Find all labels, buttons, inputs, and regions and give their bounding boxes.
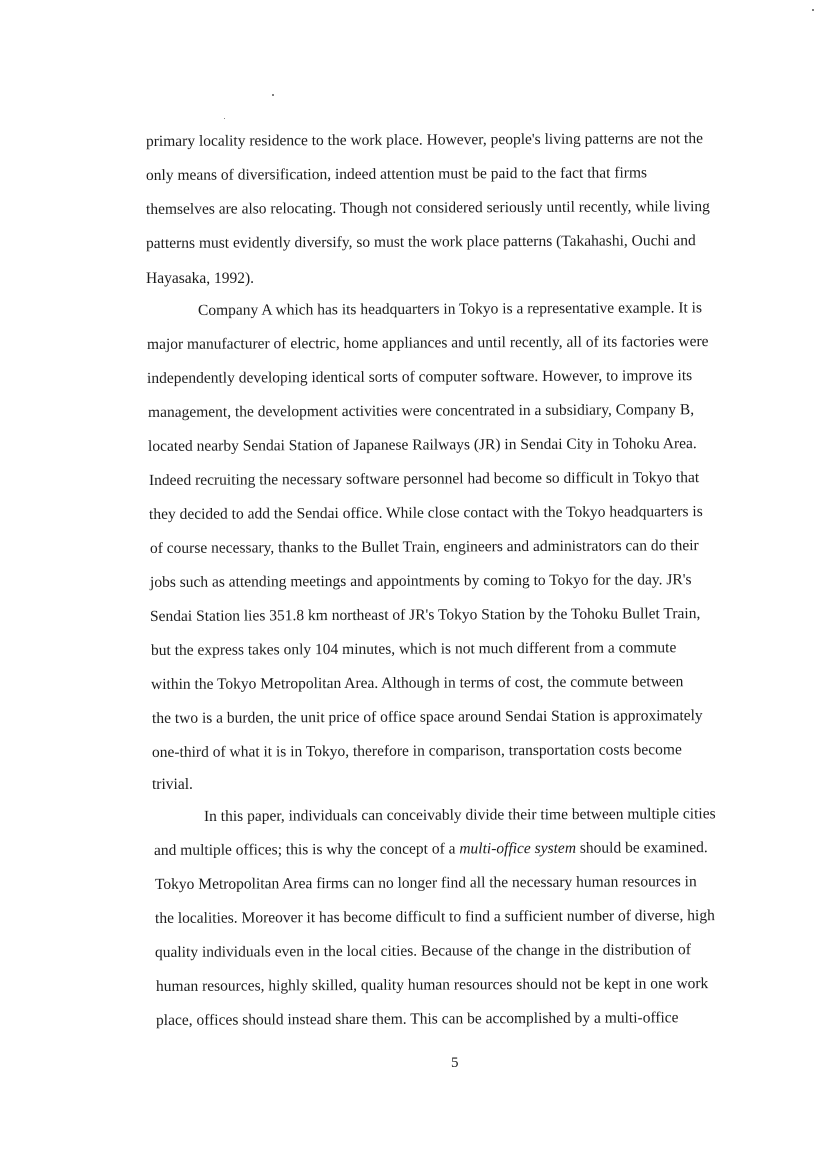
body-line: one-third of what it is in Tokyo, therefore in comparison, transportation costs become (151, 741, 682, 761)
body-line: place, offices should instead share them. This can be accomplished by a multi-office (155, 1009, 679, 1029)
body-line: independently developing identical sorts of computer software. However, to improve its (146, 367, 693, 387)
body-line: Hayasaka, 1992). (146, 270, 255, 287)
body-line: human resources, highly skilled, quality human resources should not be kept in one work (155, 975, 709, 995)
body-line: primary locality residence to the work place. However, people's living patterns are not the (145, 130, 704, 150)
body-line: of course necessary, thanks to the Bullet Train, engineers and administrators can do their (149, 537, 699, 557)
body-line: within the Tokyo Metropolitan Area. Although in terms of cost, the commute between (150, 673, 684, 693)
body-line: In this paper, individuals can conceivably divide their time between multiple cities (203, 805, 716, 825)
page-number: 5 (451, 1055, 459, 1071)
body-line: the two is a burden, the unit price of office space around Sendai Station is approximately (151, 707, 703, 727)
emphasized-term: multi-office system (459, 839, 577, 858)
scan-speck (812, 9, 814, 11)
body-line: major manufacturer of electric, home appliances and until recently, all of its factories were (146, 333, 709, 353)
line-segment: should be examined. (575, 839, 708, 857)
body-line: only means of diversification, indeed attention must be paid to the fact that firms (145, 164, 648, 184)
body-line: Indeed recruiting the necessary software personnel had become so difficult in Tokyo that (148, 469, 700, 489)
body-line: located nearby Sendai Station of Japanese Railways (JR) in Sendai City in Tohoku Area. (147, 435, 697, 455)
line-segment: and multiple offices; this is why the concept of a (153, 840, 460, 859)
body-line: patterns must evidently diversify, so must the work place patterns (Takahashi, Ouchi and (145, 232, 696, 252)
body-line (154, 839, 708, 860)
body-line: Company A which has its headquarters in Tokyo is a representative example. It is (197, 299, 703, 319)
scan-speck (224, 118, 225, 119)
body-line: Tokyo Metropolitan Area firms can no longer find all the necessary human resources in (154, 873, 697, 893)
body-line: they decided to add the Sendai office. While close contact with the Tokyo headquarters is (148, 503, 703, 523)
body-line: management, the development activities were concentrated in a subsidiary, Company B, (147, 401, 695, 421)
body-line: trivial. (152, 776, 193, 793)
body-line: jobs such as attending meetings and appointments by coming to Tokyo for the day. JR's (149, 571, 692, 591)
body-line: but the express takes only 104 minutes, which is not much different from a commute (150, 639, 677, 659)
body-line: themselves are also relocating. Though not considered seriously until recently, while living (145, 198, 710, 218)
body-line: the localities. Moreover it has become difficult to find a sufficient number of diverse, high (154, 907, 715, 927)
body-line: quality individuals even in the local cities. Because of the change in the distribution of (154, 941, 691, 961)
scan-speck (272, 94, 274, 96)
body-line: Sendai Station lies 351.8 km northeast of JR's Tokyo Station by the Tohoku Bullet Train, (149, 605, 701, 625)
